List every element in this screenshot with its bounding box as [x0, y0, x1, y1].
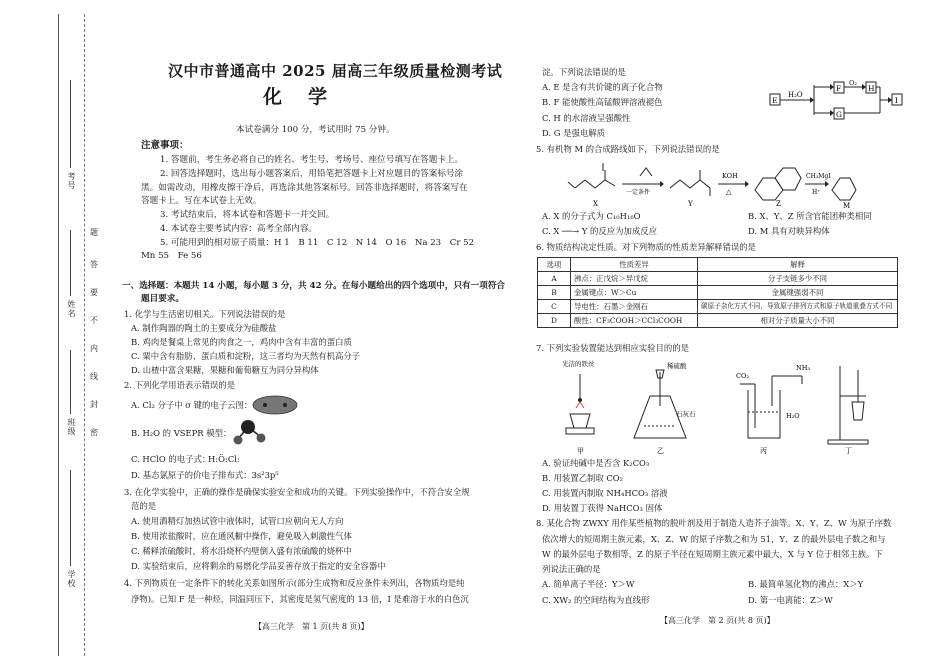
- cell-option: D: [538, 314, 571, 328]
- q1-option-d: D. 山楂中富含果糖，果糖和葡萄糖互为同分异构体: [131, 365, 319, 375]
- reagent-ch3mgi: CH₃MgI: [806, 173, 831, 180]
- label-ding: 丁: [845, 447, 852, 455]
- q6-property-table: [537, 257, 898, 328]
- q3-stem: 3. 在化学实验中，正确的操作是确保实验安全和成功的关键。下列实验操作中，不符合安全规: [124, 487, 470, 497]
- label-clean-wire: 光洁的铁丝: [562, 360, 595, 368]
- seal-char: 答: [90, 260, 98, 269]
- q1-option-a: A. 制作陶器的陶土的主要成分为硅酸盐: [131, 323, 277, 333]
- q2-stem: 2. 下列化学用语表示错误的是: [124, 380, 236, 390]
- q2-option-a: A. Cl₂ 分子中 σ 键的电子云图：: [131, 400, 253, 410]
- cell-option: A: [538, 272, 571, 286]
- class-blank: [70, 350, 71, 414]
- q1-stem: 1. 化学与生活密切相关。下列说法错误的是: [124, 309, 286, 319]
- cell-property: 沸点：正戊烷＞异戊烷: [571, 272, 698, 286]
- cell-property: 金属键点：W＞Cu: [571, 286, 698, 300]
- name-label: 姓名: [67, 300, 76, 318]
- label-y: Y: [688, 200, 693, 208]
- label-nh3: NH₃: [796, 364, 810, 372]
- note-line: 黑。如需改动，用橡皮擦干净后，再选涂其他答案标号。回答非选择题时，将答案写在: [141, 183, 468, 193]
- name-blank: [70, 230, 71, 296]
- q7-option-a: A. 验证纯碱中是否含 K₂CO₃: [542, 458, 650, 468]
- q2-option-d: D. 基态氯原子的价电子排布式：3s²3p⁵: [131, 470, 279, 480]
- label-m: M: [843, 202, 851, 208]
- q5-option-a: A. X 的分子式为 C₁₀H₁₆O: [542, 211, 641, 221]
- cell-explanation: 碳原子杂化方式不同，导致原子排列方式和原子轨道重叠方式不同: [698, 300, 898, 314]
- q7-option-b: B. 用装置乙制取 CO₂: [542, 473, 624, 483]
- q8-stem-cont: 依次增大的短周期主族元素，X、Z、W 的原子序数之和为 51，Y、Z 的最外层电子数之和与: [542, 534, 886, 544]
- cond-h-plus: H⁺: [812, 189, 821, 196]
- q8-stem-cont: W 的最外层电子数相等，Z 的原子半径在短周期主族元素中最大，X 与 Y 位于相邻主族。下: [542, 549, 883, 559]
- q4-stem: 4. 下列物质在一定条件下的转化关系如图所示(部分生成物和反应条件未列出，各物质均是纯: [124, 578, 465, 588]
- note-line: 1. 答题前，考生务必将自己的姓名、考生号、考场号、座位号填写在答题卡上。: [160, 155, 464, 165]
- q3-option-b: B. 使用浓盐酸时，应在通风橱中操作，避免吸入刺激性气体: [131, 531, 352, 541]
- q2-option-c: C. HClO 的电子式：: [131, 454, 211, 464]
- table-header-row: [538, 258, 898, 272]
- q3-option-c: C. 稀释浓硫酸时，将水沿烧杯内壁倒入盛有浓硫酸的烧杯中: [131, 546, 352, 556]
- cell-property: 酸性：CF₃COOH＞CCl₃COOH: [571, 314, 698, 328]
- q3-option-d: D. 实验结束后，应将剩余的易燃化学品妥善存放于指定的安全容器中: [131, 561, 386, 571]
- node-h: H: [868, 84, 875, 93]
- seal-char: 密: [90, 428, 98, 437]
- label-jia: 甲: [577, 447, 584, 455]
- q4-stem-cont: 净物)。已知 F 是一种烃，同温同压下，其密度是氢气密度的 13 倍，I 是难溶于水的白色沉: [131, 594, 469, 604]
- q4-option-b: B. F 能使酸性高锰酸钾溶液褪色: [542, 97, 663, 107]
- q7-option-c: C. 用装置丙制取 NH₄HCO₃ 溶液: [542, 488, 668, 498]
- node-g: G: [836, 110, 842, 119]
- cond-text: 一定条件: [626, 189, 651, 196]
- q8-stem: 8. 某化合物 ZWXY 用作某些植物的脱叶剂及用于制造人造芥子油等。X、Y、Z、W 为原子序数: [536, 518, 892, 528]
- q4-conversion-diagram: [766, 80, 906, 120]
- col-explanation: 解释: [698, 258, 898, 272]
- table-row: [538, 300, 898, 314]
- reagent-koh: KOH: [722, 172, 738, 180]
- cell-property: 导电性：石墨＞金刚石: [571, 300, 698, 314]
- q6-stem: 6. 物质结构决定性质。对下列物质的性质差异解释错误的是: [536, 242, 757, 252]
- label-z: Z: [776, 200, 781, 208]
- seal-char: 封: [90, 400, 98, 409]
- label-h2o: H₂O: [786, 412, 800, 420]
- exam-no-label: 考号: [67, 172, 76, 190]
- school-blank: [70, 470, 71, 566]
- label-yi: 乙: [657, 447, 664, 455]
- node-e: E: [772, 96, 778, 105]
- table-row: [538, 314, 898, 328]
- section-heading: 一、选择题：本题共 14 小题，每小题 3 分，共 42 分。在每小题给出的四个选项中，只有一项符合: [122, 281, 506, 291]
- note-line: 答题卡上。写在本试卷上无效。: [141, 196, 262, 206]
- note-line: 4. 本试卷主要考试内容：高考全部内容。: [160, 224, 318, 234]
- page-footer-right: 【高三化学 第 2 页(共 8 页)】: [660, 616, 775, 625]
- notes-heading: 注意事项：: [141, 140, 189, 151]
- q8-option-b: B. 最简单氢化物的沸点：X＞Y: [748, 579, 864, 589]
- seal-char: 内: [90, 344, 98, 353]
- exam-info: 本试卷满分 100 分，考试用时 75 分钟。: [236, 125, 395, 135]
- seal-char: 线: [90, 372, 98, 381]
- section-heading-cont: 题目要求。: [141, 294, 184, 304]
- q5-option-b: B. X、Y、Z 所含官能团种类相同: [748, 211, 872, 221]
- table-row: [538, 272, 898, 286]
- q1-option-b: B. 鸡肉是餐桌上常见的肉食之一，鸡肉中含有丰富的蛋白质: [131, 337, 352, 347]
- seal-line: [84, 14, 85, 656]
- q8-option-d: D. 第一电离能：Z＞W: [748, 595, 833, 605]
- q4-option-c: C. H 的水溶液呈强酸性: [542, 113, 631, 123]
- q5-option-c: C. X ──→ Y 的反应为加成反应: [542, 226, 658, 236]
- label-dilute-acid: 稀硫酸: [667, 362, 687, 370]
- node-f: F: [836, 84, 842, 93]
- cell-explanation: 分子支链多少不同: [698, 272, 898, 286]
- note-line: 5. 可能用到的相对原子质量：H 1 B 11 C 12 N 14 O 16 Na 23 Cr 52: [160, 238, 475, 248]
- class-label: 班级: [67, 418, 76, 436]
- node-i: I: [895, 96, 898, 105]
- q7-option-d: D. 用装置丁获得 NaHCO₃ 固体: [542, 503, 663, 513]
- q4-option-a: A. E 是含有共价键的离子化合物: [542, 82, 663, 92]
- subject-title: 化学: [263, 86, 354, 108]
- cond-heat: △: [726, 188, 732, 196]
- table-row: [538, 286, 898, 300]
- q4-option-d: D. G 是强电解质: [542, 128, 605, 138]
- label-bing: 丙: [760, 447, 767, 455]
- q7-stem: 7. 下列实验装置能达到相应实验目的的是: [536, 343, 690, 353]
- label-co2: CO₂: [736, 372, 749, 380]
- cell-explanation: 金属键强弱不同: [698, 286, 898, 300]
- seal-char: 不: [90, 316, 98, 325]
- q1-option-c: C. 粟中含有脂肪、蛋白质和淀粉，这三者均为天然有机高分子: [131, 351, 361, 361]
- page-footer-left: 【高三化学 第 1 页(共 8 页)】: [254, 622, 369, 631]
- q8-stem-cont: 列说法正确的是: [542, 564, 601, 574]
- note-line: 3. 考试结束后，将本试卷和答题卡一并交回。: [160, 210, 335, 220]
- q3-option-a: A. 使用酒精灯加热试管中液体时，试管口应朝向无人方向: [131, 516, 344, 526]
- q5-synthesis-route: [560, 158, 860, 208]
- vsepr-model-image: [228, 417, 270, 447]
- q5-stem: 5. 有机物 M 的合成路线如下，下列说法错误的是: [536, 144, 720, 154]
- exam-no-blank: [70, 80, 71, 168]
- sigma-bond-electron-cloud-image: [252, 394, 298, 416]
- note-line: 2. 回答选择题时，选出每小题答案后，用铅笔把答题卡上对应题目的答案标号涂: [160, 169, 464, 179]
- label-x: X: [593, 200, 598, 208]
- label-o2: O₂: [849, 80, 857, 87]
- q4-stem-cont2: 淀。下列说法错误的是: [542, 67, 626, 77]
- seal-char: 要: [90, 288, 98, 297]
- cell-option: B: [538, 286, 571, 300]
- binding-line: [58, 14, 59, 656]
- seal-char: 题: [90, 228, 98, 237]
- q8-option-c: C. XW₂ 的空间结构为直线形: [542, 595, 650, 605]
- cell-option: C: [538, 300, 571, 314]
- q5-option-d: D. M 具有对映异构体: [748, 226, 830, 236]
- col-property: 性质差异: [571, 258, 698, 272]
- cell-explanation: 相对分子质量大小不同: [698, 314, 898, 328]
- q7-apparatus-figure: [540, 356, 900, 456]
- label-h2o: H₂O: [788, 91, 803, 99]
- hclo-electron-formula: H:Ö:Cl:: [208, 454, 240, 464]
- exam-title: 汉中市普通高中 2025 届高三年级质量检测考试: [168, 62, 503, 80]
- q2-option-b: B. H₂O 的 VSEPR 模型：: [131, 428, 232, 438]
- note-line: Mn 55 Fe 56: [141, 251, 202, 261]
- label-limestone: 石灰石: [676, 410, 696, 418]
- q3-stem-cont: 范的是: [131, 501, 157, 511]
- q8-option-a: A. 简单离子半径：Y＞W: [542, 579, 635, 589]
- col-option: 选项: [538, 258, 571, 272]
- school-label: 学校: [67, 570, 76, 588]
